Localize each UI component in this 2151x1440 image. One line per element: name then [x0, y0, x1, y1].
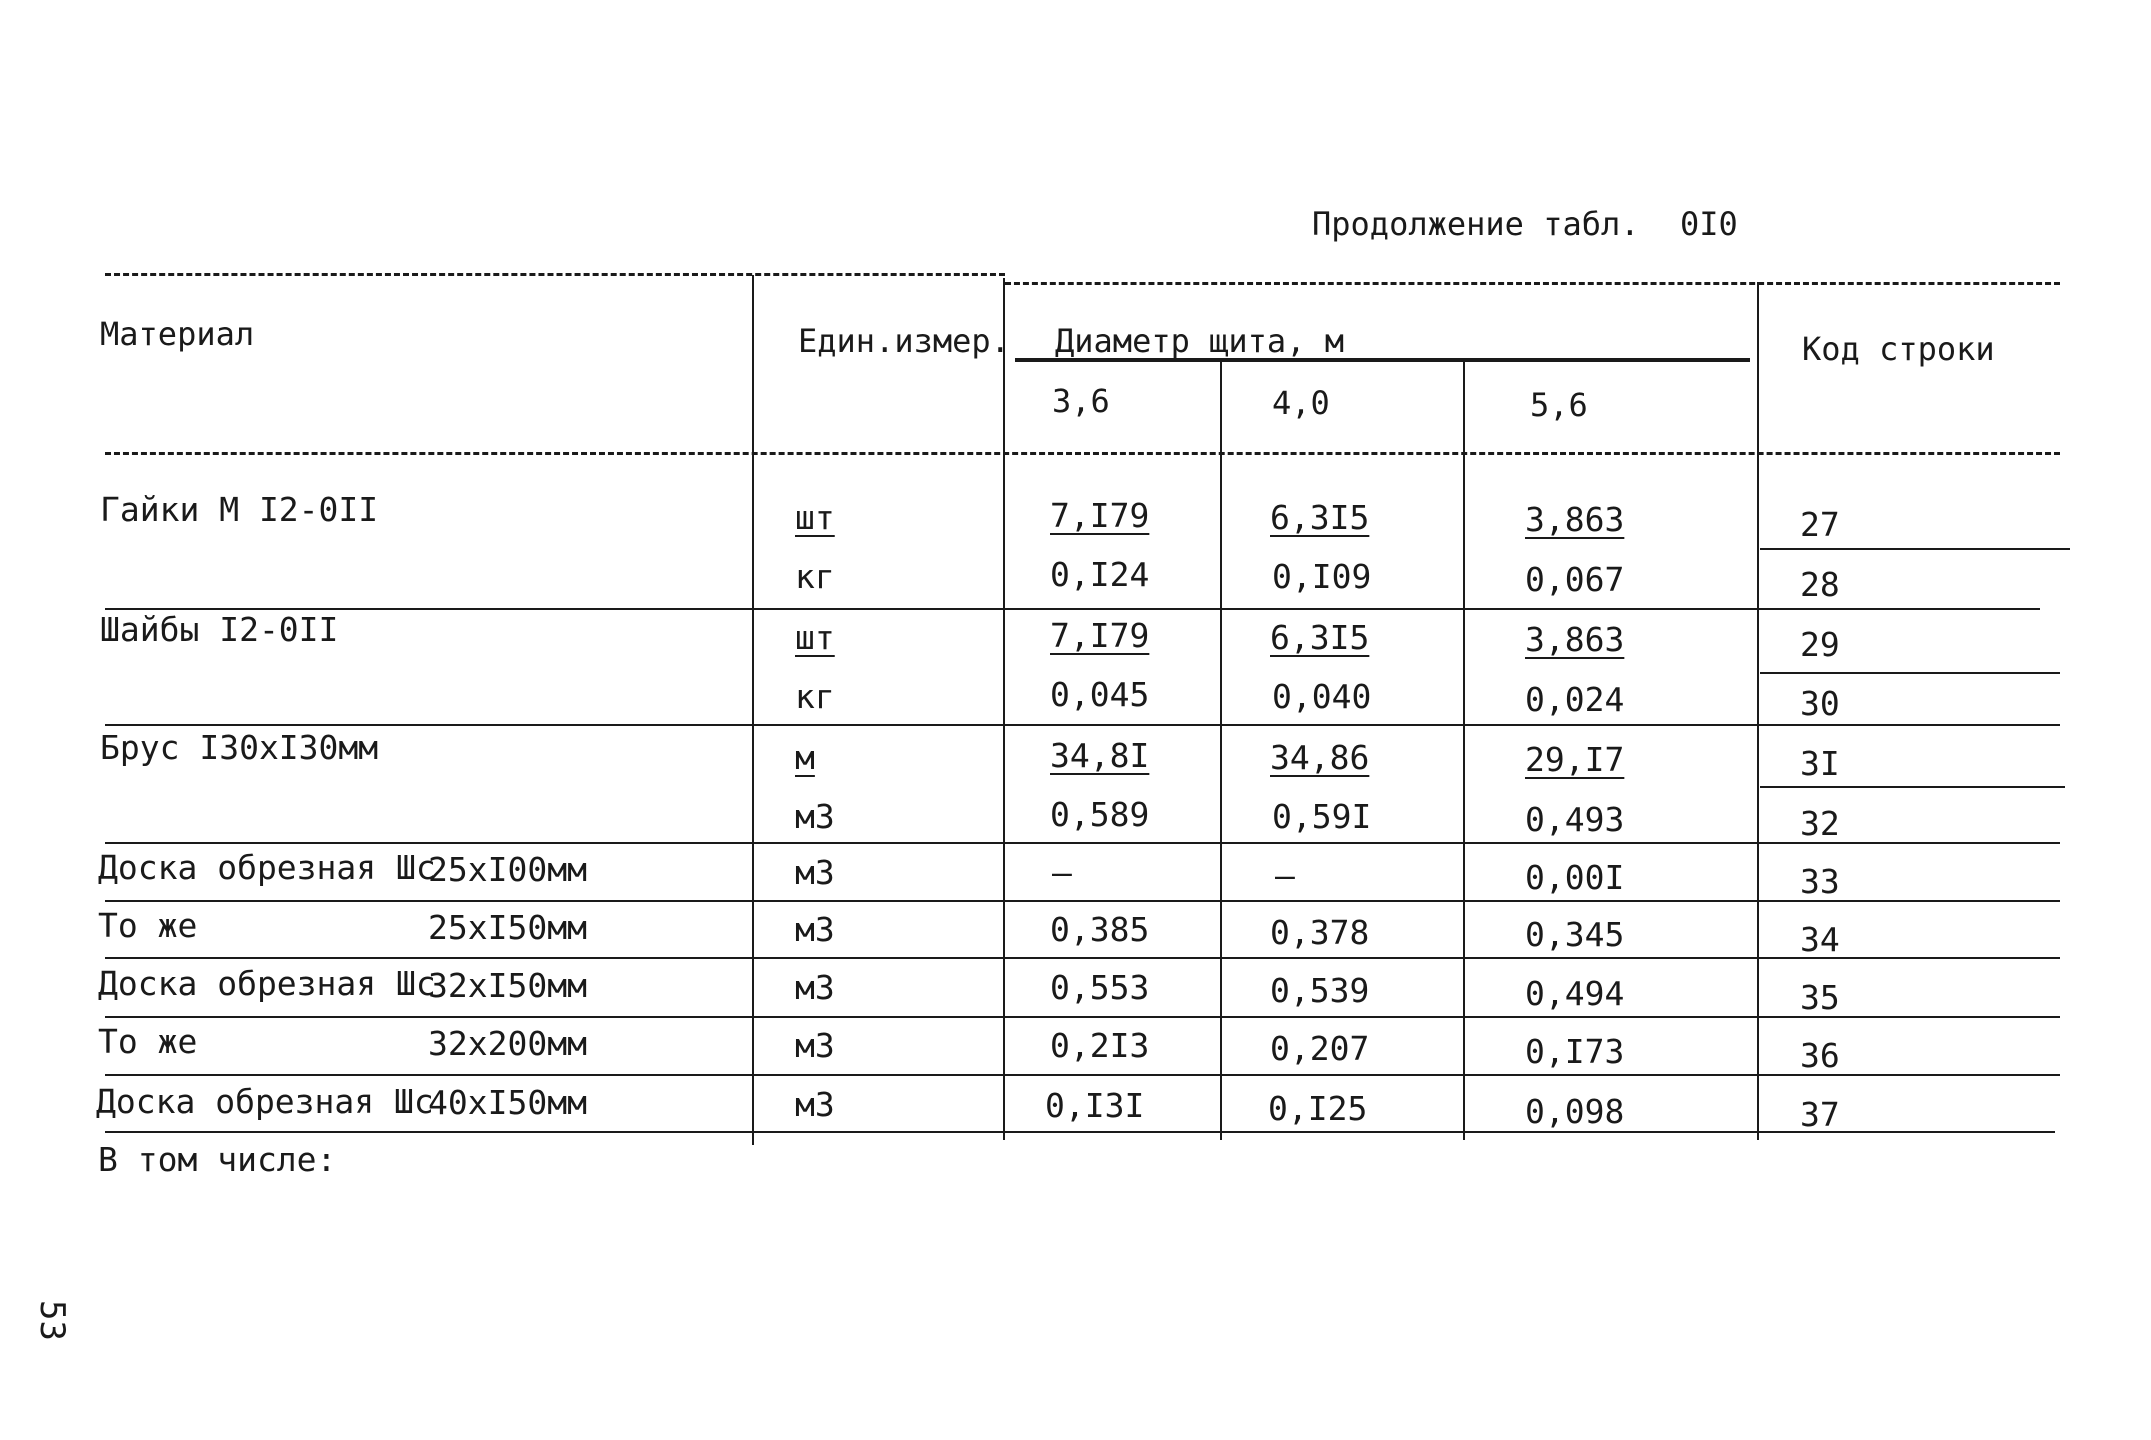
header-diam-3: 5,6 [1530, 386, 1588, 424]
row-32-v3: 0,493 [1525, 800, 1625, 839]
diameter-underline [1015, 358, 1750, 362]
row-34-v3: 0,345 [1525, 915, 1625, 954]
col-divider-diam-1 [1220, 360, 1222, 1140]
row-36-size: 32х200мм [428, 1024, 587, 1063]
row-36-code: 36 [1800, 1036, 1840, 1075]
row-32-code: 32 [1800, 804, 1840, 843]
row-37-v2: 0,I25 [1268, 1089, 1368, 1128]
code-rule-29 [1760, 672, 2060, 674]
row-36-material: То же [98, 1022, 198, 1061]
row-35-v3: 0,494 [1525, 974, 1625, 1013]
row-33-size: 25хI00мм [428, 850, 587, 889]
row-32-unit: м3 [795, 797, 835, 836]
row-37-unit: м3 [795, 1085, 835, 1124]
col-divider-unit [1003, 278, 1005, 1140]
row-30-unit: кг [795, 677, 835, 716]
row-30-code: 30 [1800, 684, 1840, 723]
page-number: 53 [32, 1300, 72, 1341]
row-37-code: 37 [1800, 1095, 1840, 1134]
code-rule-27 [1760, 548, 2070, 550]
row-27-v1: 7,I79 [1050, 496, 1150, 535]
row-31-v2: 34,86 [1270, 738, 1370, 777]
header-code: Код строки [1802, 330, 1995, 368]
row-31-v3: 29,I7 [1525, 740, 1625, 779]
row-35-material: Доска обрезная Шс [98, 964, 436, 1003]
row-28-unit: кг [795, 557, 835, 596]
row-rule-35 [105, 1016, 2060, 1018]
header-unit: Един.измер. [798, 322, 1010, 360]
row-27-v3: 3,863 [1525, 500, 1625, 539]
row-32-v1: 0,589 [1050, 795, 1150, 834]
row-35-unit: м3 [795, 968, 835, 1007]
row-33-material: Доска обрезная Шс [98, 848, 436, 887]
row-35-code: 35 [1800, 978, 1840, 1017]
row-37-v3: 0,098 [1525, 1092, 1625, 1131]
row-28-v2: 0,I09 [1272, 557, 1372, 596]
row-rule-36 [105, 1074, 2060, 1076]
row-27-unit: шт [795, 498, 835, 537]
row-33-v2: – [1275, 856, 1295, 895]
row-34-code: 34 [1800, 920, 1840, 959]
row-29-material: Шайбы I2-0II [100, 610, 339, 649]
header-bottom-rule [105, 452, 2060, 455]
header-top-rule [105, 273, 1005, 276]
row-33-unit: м3 [795, 853, 835, 892]
row-rule-34 [105, 957, 2060, 959]
table-continuation-label: Продолжение табл. [1312, 205, 1640, 243]
row-28-v3: 0,067 [1525, 560, 1625, 599]
row-29-v2: 6,3I5 [1270, 618, 1370, 657]
row-34-size: 25хI50мм [428, 908, 587, 947]
row-31-unit: м [795, 738, 815, 777]
row-rule-30 [105, 724, 2060, 726]
row-36-unit: м3 [795, 1026, 835, 1065]
code-rule-31 [1760, 786, 2065, 788]
row-rule-33 [105, 900, 2060, 902]
row-36-v1: 0,2I3 [1050, 1026, 1150, 1065]
row-37-v1: 0,I3I [1045, 1086, 1145, 1125]
row-31-code: 3I [1800, 744, 1840, 783]
row-29-unit: шт [795, 618, 835, 657]
row-rule-37 [105, 1131, 2055, 1133]
row-30-v1: 0,045 [1050, 675, 1150, 714]
row-27-code: 27 [1800, 505, 1840, 544]
row-32-v2: 0,59I [1272, 797, 1372, 836]
row-35-v1: 0,553 [1050, 968, 1150, 1007]
row-34-v2: 0,378 [1270, 913, 1370, 952]
row-34-material: То же [98, 906, 198, 945]
row-35-v2: 0,539 [1270, 971, 1370, 1010]
row-30-v3: 0,024 [1525, 680, 1625, 719]
header-diam-2: 4,0 [1272, 384, 1330, 422]
row-rule-28 [105, 608, 2040, 610]
row-35-size: 32хI50мм [428, 966, 587, 1005]
row-28-code: 28 [1800, 565, 1840, 604]
row-29-v3: 3,863 [1525, 620, 1625, 659]
table-number: 0I0 [1680, 205, 1738, 243]
footer-note: В том числе: [98, 1140, 337, 1179]
row-30-v2: 0,040 [1272, 677, 1372, 716]
row-29-v1: 7,I79 [1050, 616, 1150, 655]
row-31-v1: 34,8I [1050, 736, 1150, 775]
row-27-material: Гайки М I2-0II [100, 490, 379, 529]
col-divider-diam-3 [1757, 282, 1759, 1140]
row-rule-32 [105, 842, 2060, 844]
header-material: Материал [100, 315, 255, 353]
row-34-v1: 0,385 [1050, 910, 1150, 949]
row-33-v3: 0,00I [1525, 858, 1625, 897]
col-divider-diam-2 [1463, 360, 1465, 1140]
row-37-material: Доска обрезная Шс [96, 1082, 434, 1121]
row-33-code: 33 [1800, 862, 1840, 901]
header-top-rule-right [1005, 282, 2060, 285]
header-diameter: Диаметр щита, м [1055, 322, 1344, 360]
row-29-code: 29 [1800, 625, 1840, 664]
row-34-unit: м3 [795, 910, 835, 949]
row-27-v2: 6,3I5 [1270, 498, 1370, 537]
col-divider-material [752, 275, 754, 1145]
row-36-v3: 0,I73 [1525, 1032, 1625, 1071]
row-37-size: 40хI50мм [428, 1083, 587, 1122]
header-diam-1: 3,6 [1052, 382, 1110, 420]
row-33-v1: – [1052, 853, 1072, 892]
row-31-material: Брус I30хI30мм [100, 728, 379, 767]
row-28-v1: 0,I24 [1050, 555, 1150, 594]
row-36-v2: 0,207 [1270, 1029, 1370, 1068]
